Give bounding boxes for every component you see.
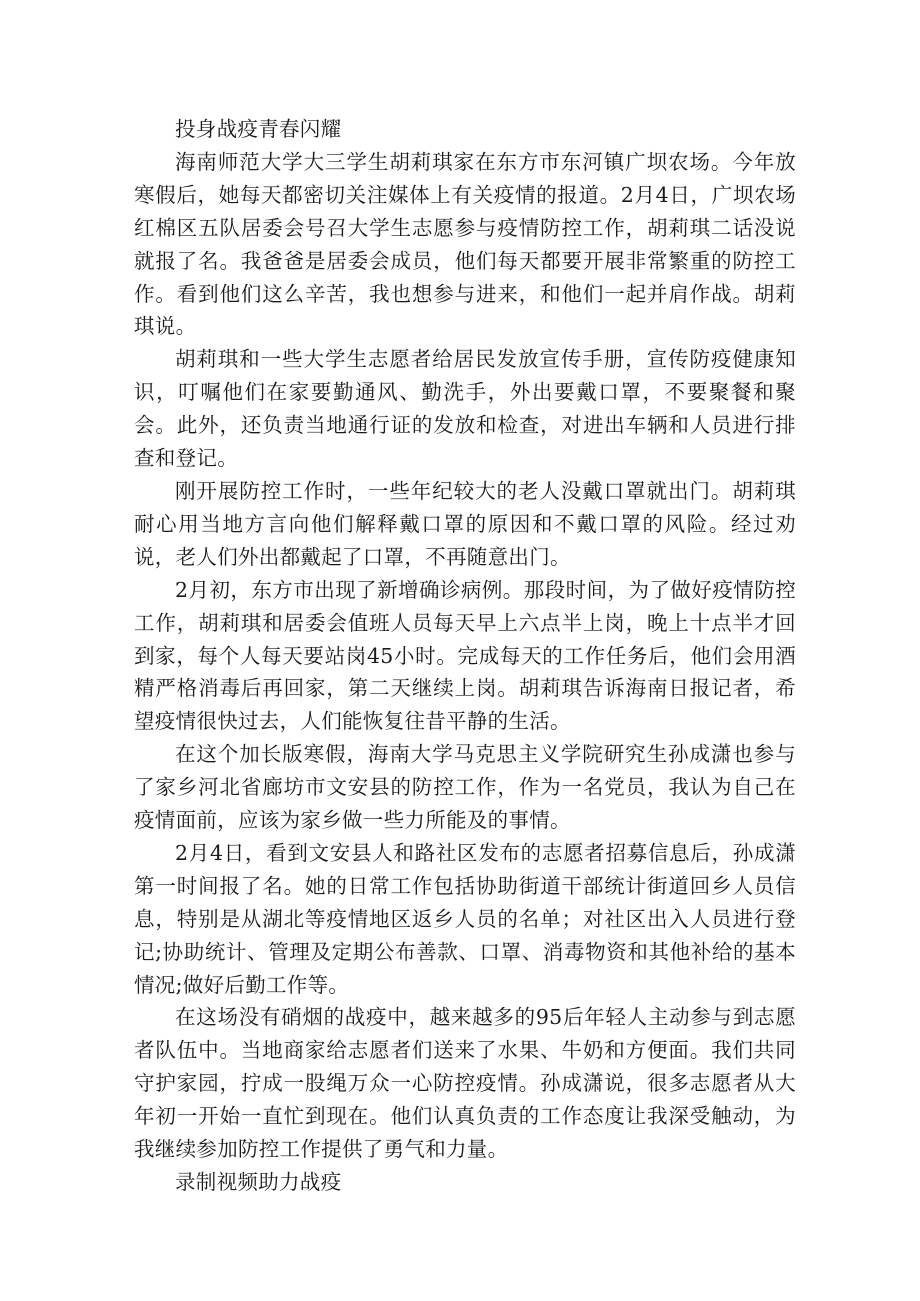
- paragraph-7: 在这场没有硝烟的战疫中，越来越多的95后年轻人主动参与到志愿者队伍中。当地商家给志愿者们送来了水果、牛奶和方便面。我们共同守护家园，拧成一股绳万众一心防控疫情。孙成潇说，很多志愿者从大年初一开始一直忙到现在。他们认真负责的工作态度让我深受触动，为我继续参加防控工作提供了勇气和力量。: [134, 1005, 796, 1162]
- section-subheading: 录制视频助力战疫: [175, 1170, 342, 1194]
- paragraph-3: 刚开展防控工作时，一些年纪较大的老人没戴口罩就出门。胡莉琪耐心用当地方言向他们解释戴口罩的原因和不戴口罩的风险。经过劝说，老人们外出都戴起了口罩，不再随意出门。: [134, 478, 796, 569]
- article-title: 投身战疫青春闪耀: [175, 117, 342, 141]
- paragraph-4: 2月初，东方市出现了新增确诊病例。那段时间，为了做好疫情防控工作，胡莉琪和居委会值班人员每天早上六点半上岗，晚上十点半才回到家，每个人每天要站岗45小时。完成每天的工作任务后，他们会用酒精严格消毒后再回家，第二天继续上岗。胡莉琪告诉海南日报记者，希望疫情很快过去，人们能恢复往昔平静的生活。: [134, 577, 796, 734]
- paragraph-6: 2月4日，看到文安县人和路社区发布的志愿者招募信息后，孙成潇第一时间报了名。她的日常工作包括协助街道干部统计街道回乡人员信息，特别是从湖北等疫情地区返乡人员的名单；对社区出入人员进行登记;协助统计、管理及定期公布善款、口罩、消毒物资和其他补给的基本情况;做好后勤工作等。: [134, 840, 796, 997]
- paragraph-1: 海南师范大学大三学生胡莉琪家在东方市东河镇广坝农场。今年放寒假后，她每天都密切关注媒体上有关疫情的报道。2月4日，广坝农场红棉区五队居委会号召大学生志愿参与疫情防控工作，胡莉琪二话没说就报了名。我爸爸是居委会成员，他们每天都要开展非常繁重的防控工作。看到他们这么辛苦，我也想参与进来，和他们一起并肩作战。胡莉琪说。: [134, 149, 796, 339]
- paragraph-5: 在这个加长版寒假，海南大学马克思主义学院研究生孙成潇也参与了家乡河北省廊坊市文安县的防控工作，作为一名党员，我认为自己在疫情面前，应该为家乡做一些力所能及的事情。: [134, 742, 796, 833]
- paragraph-2: 胡莉琪和一些大学生志愿者给居民发放宣传手册，宣传防疫健康知识，叮嘱他们在家要勤通风、勤洗手，外出要戴口罩，不要聚餐和聚会。此外，还负责当地通行证的发放和检查，对进出车辆和人员进行排查和登记。: [134, 347, 796, 471]
- article-body: [134, 113, 796, 1199]
